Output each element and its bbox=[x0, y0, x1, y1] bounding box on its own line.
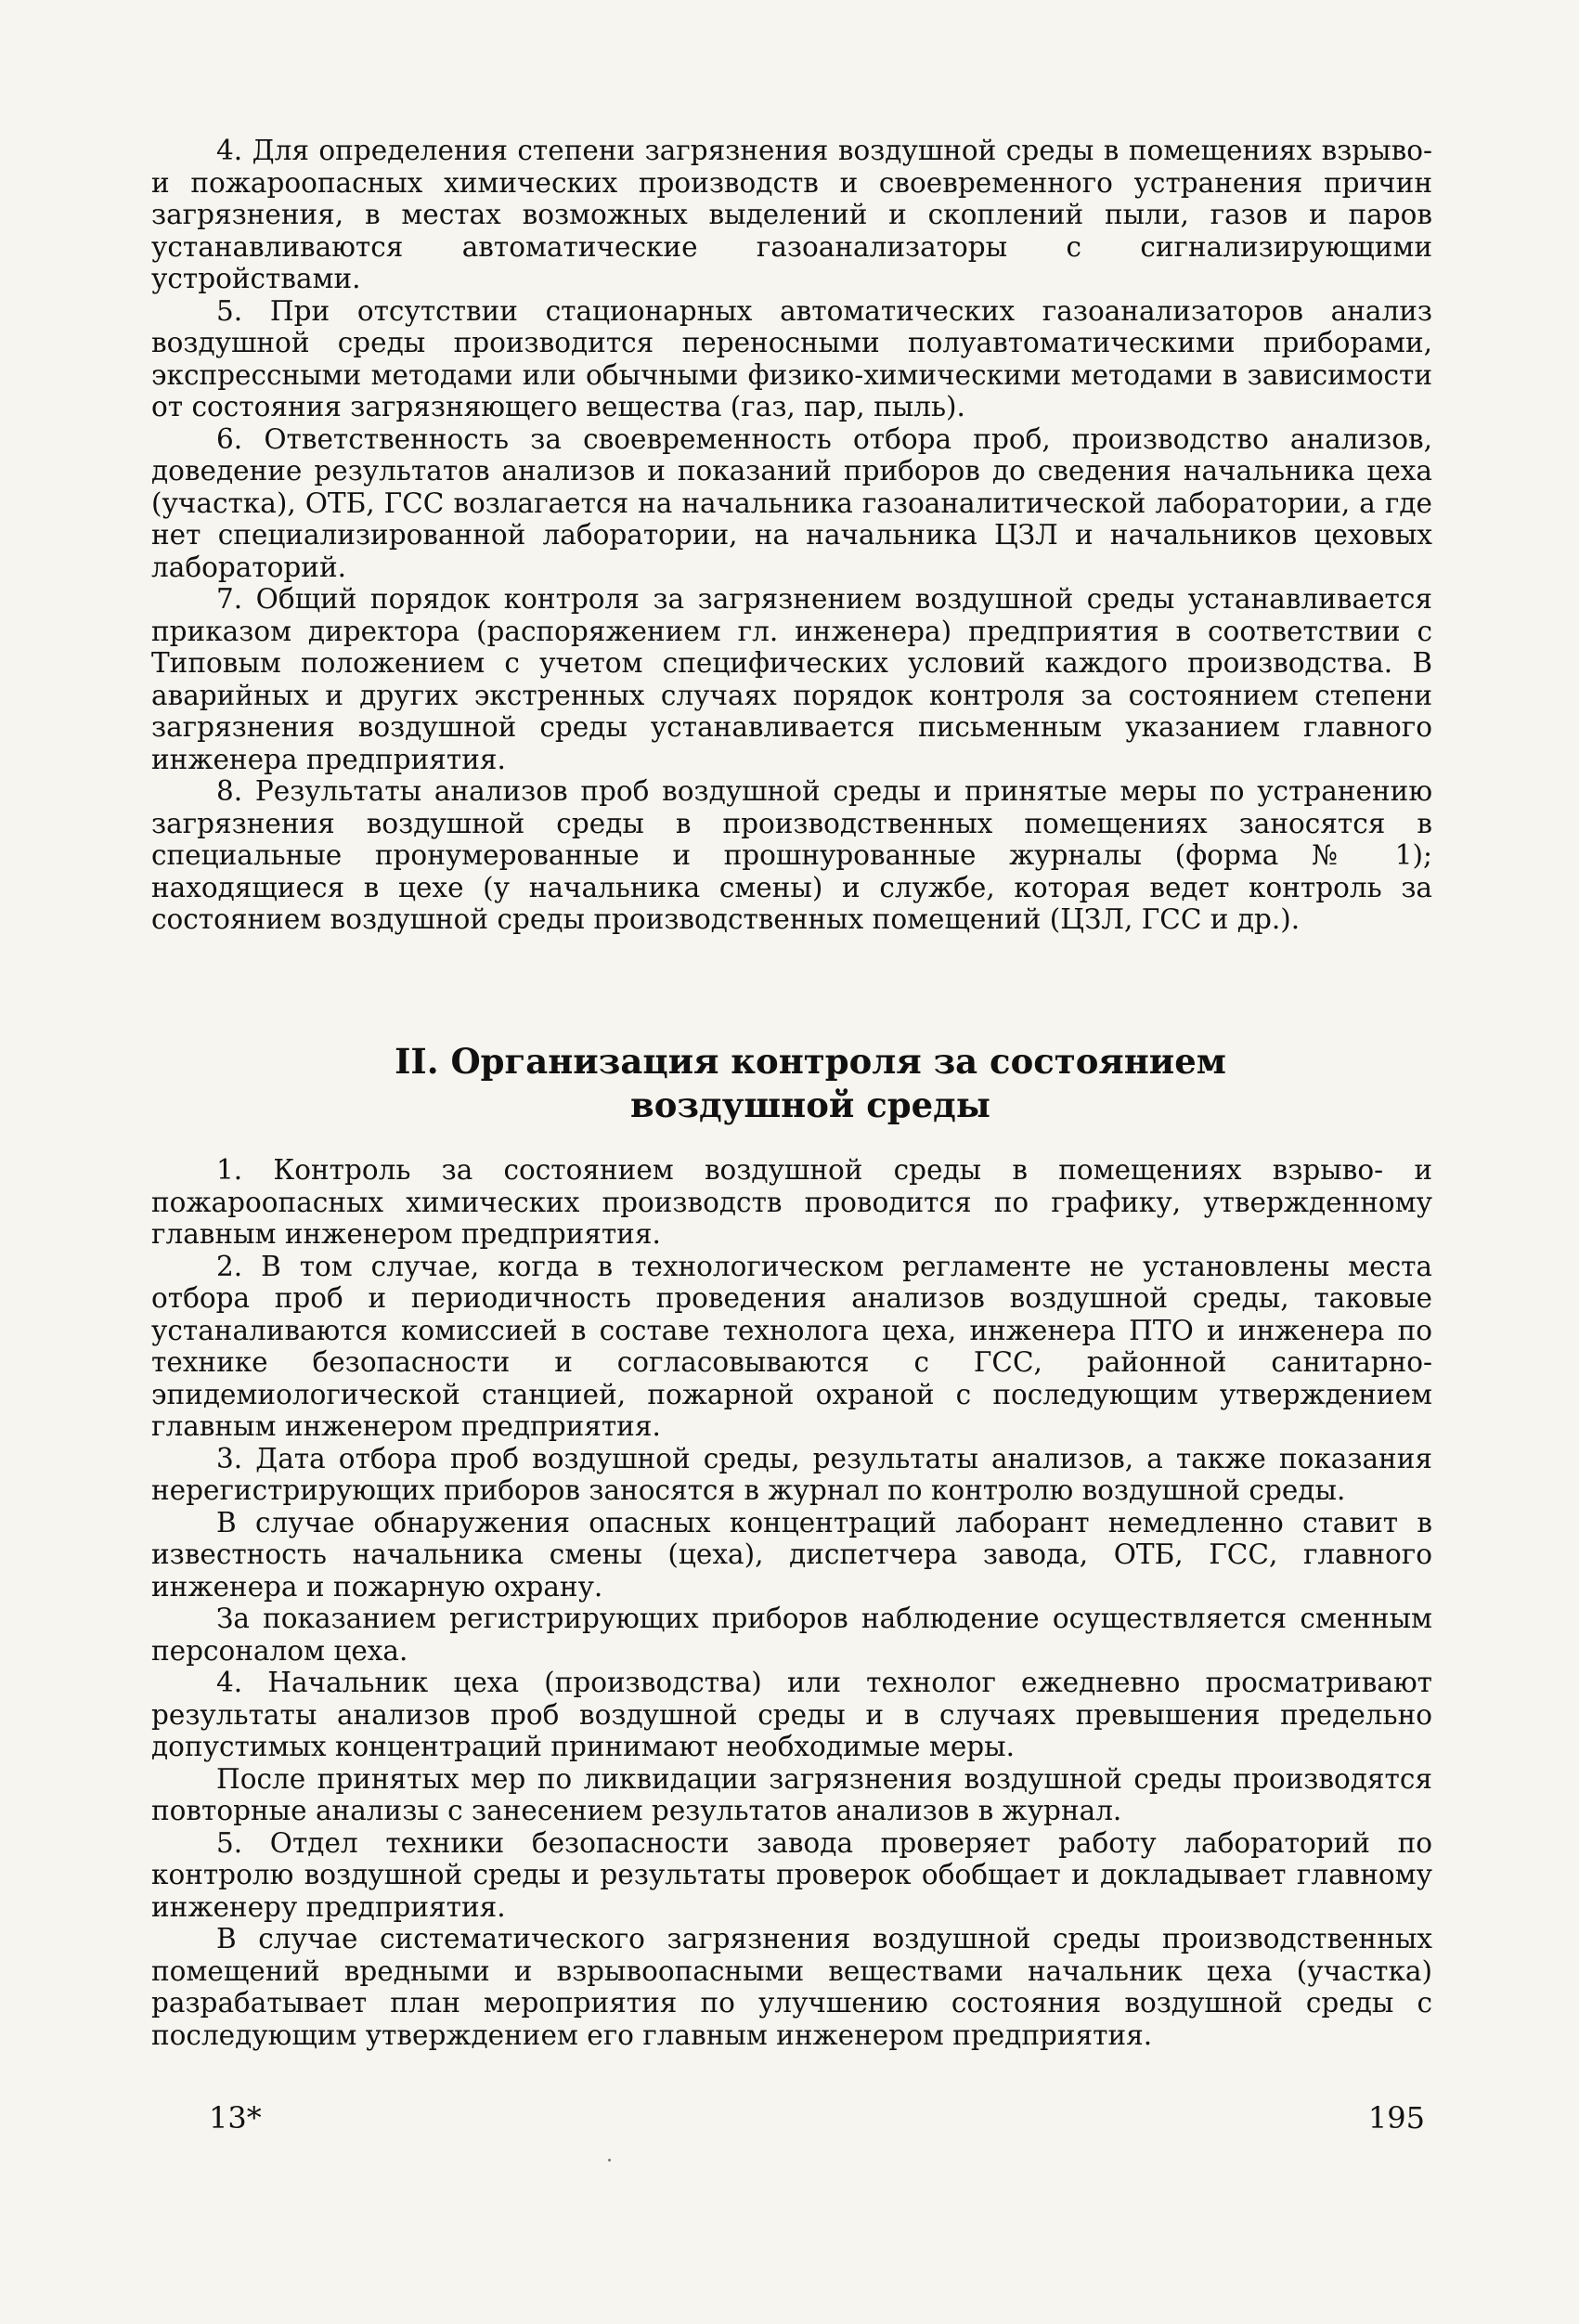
section-1 bbox=[151, 135, 1432, 936]
paragraph-1-5: 5. При отсутствии стационарных автоматических газоанализаторов анализ воздушной среды производится переносными полуавтоматическими приборами, экспрессными методами или обычными физико-химическими методами в зависимости от состояния загрязняющего вещества (газ, пар, пыль). bbox=[151, 294, 1432, 422]
paragraph-2-3b: За показанием регистрирующих приборов наблюдение осуществляется сменным персоналом цеха. bbox=[151, 1603, 1432, 1667]
signature-mark: 13* bbox=[209, 2100, 262, 2136]
paragraph-2-3: 3. Дата отбора проб воздушной среды, результаты анализов, а также показания нерегистрирующих приборов заносятся в журнал по контролю воздушной среды. bbox=[151, 1442, 1432, 1506]
paragraph-1-7: 7. Общий порядок контроля за загрязнением воздушной среды устанавливается приказом директора (распоряжением гл. инженера) предприятия в соответствии с Типовым положением с учетом специфических условий каждого производства. В аварийных и других экстренных случаях порядок контроля за состоянием степени загрязнения воздушной среды устанавливается письменным указанием главного инженера предприятия. bbox=[151, 583, 1432, 775]
paragraph-1-6: 6. Ответственность за своевременность отбора проб, производство анализов, доведение результатов анализов и показаний приборов до сведения начальника цеха (участка), ОТБ, ГСС возлагается на начальника газоаналитической лаборатории, а где нет специализированной лаборатории, на начальника ЦЗЛ и начальников цеховых лабораторий. bbox=[151, 422, 1432, 583]
paragraph-2-1: 1. Контроль за состоянием воздушной среды в помещениях взрыво- и пожароопасных химических производств проводится по графику, утвержденному главным инженером предприятия. bbox=[151, 1154, 1432, 1250]
print-speck bbox=[608, 2159, 611, 2162]
paragraph-2-4: 4. Начальник цеха (производства) или технолог ежедневно просматривают результаты анализов проб воздушной среды и в случаях превышения предельно допустимых концентраций принимают необходимые меры. bbox=[151, 1667, 1432, 1762]
page-number: 195 bbox=[1367, 2100, 1425, 2136]
paragraph-2-4a: После принятых мер по ликвидации загрязнения воздушной среды производятся повторные анализы с занесением результатов анализов в журнал. bbox=[151, 1762, 1432, 1826]
paragraph-2-5: 5. Отдел техники безопасности завода проверяет работу лабораторий по контролю воздушной среды и результаты проверок обобщает и докладывает главному инженеру предприятия. bbox=[151, 1826, 1432, 1923]
paragraph-2-5a: В случае систематического загрязнения воздушной среды производственных помещений вредными и взрывоопасными веществами начальник цеха (участка) разрабатывает план мероприятия по улучшению состояния воздушной среды с последующим утверждением его главным инженером предприятия. bbox=[151, 1923, 1432, 2051]
section-2-heading-line-1: II. Организация контроля за состоянием bbox=[395, 1041, 1226, 1082]
paragraph-2-2: 2. В том случае, когда в технологическом регламенте не установлены места отбора проб и периодичность проведения анализов воздушной среды, таковые устаналиваются комиссией в составе технолога цеха, инженера ПТО и инженера по технике безопасности и согласовываются с ГСС, районной санитарно-эпидемиологической станцией, пожарной охраной с последующим утверждением главным инженером предприятия. bbox=[151, 1250, 1432, 1442]
paragraph-1-4: 4. Для определения степени загрязнения воздушной среды в помещениях взрыво- и пожароопасных химических производств и своевременного устранения причин загрязнения, в местах возможных выделений и скоплений пыли, газов и паров устанавливаются автоматические газоанализаторы с сигнализирующими устройствами. bbox=[151, 135, 1432, 294]
page-footer bbox=[209, 2100, 1425, 2136]
page-body bbox=[151, 135, 1432, 2051]
section-2 bbox=[151, 1154, 1432, 2051]
section-2-heading bbox=[151, 1040, 1432, 1127]
section-2-heading-line-2: воздушной среды bbox=[630, 1084, 990, 1125]
paragraph-1-8: 8. Результаты анализов проб воздушной среды и принятые меры по устранению загрязнения воздушной среды в производственных помещениях заносятся в специальные пронумерованные и прошнурованные журналы (форма № 1); находящиеся в цехе (у начальника смены) и службе, которая ведет контроль за состоянием воздушной среды производственных помещений (ЦЗЛ, ГСС и др.). bbox=[151, 775, 1432, 935]
paragraph-2-3a: В случае обнаружения опасных концентраций лаборант немедленно ставит в известность начальника смены (цеха), диспетчера завода, ОТБ, ГСС, главного инженера и пожарную охрану. bbox=[151, 1506, 1432, 1603]
